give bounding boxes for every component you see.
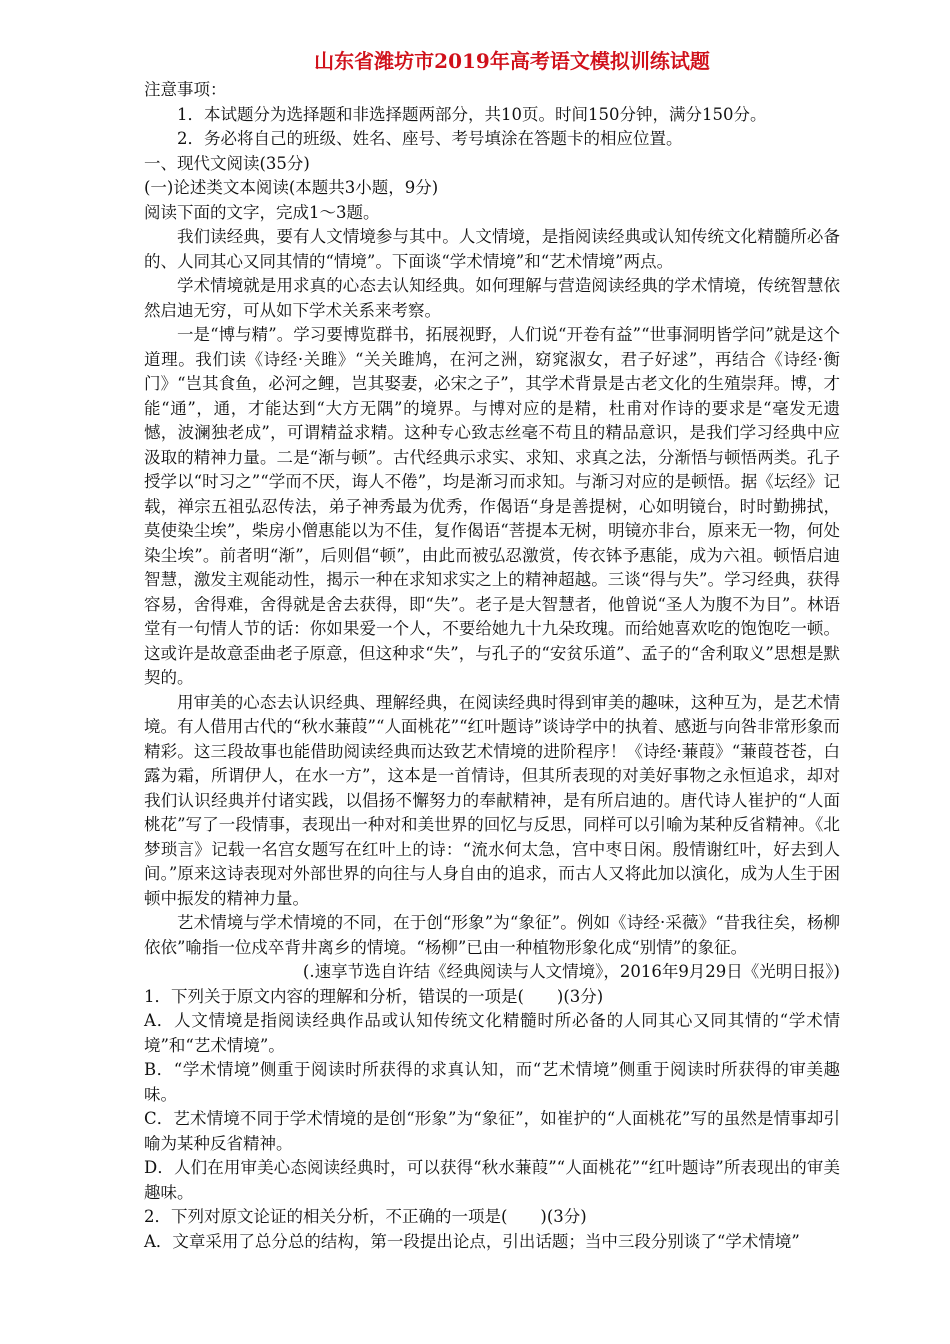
reading-instruction: 阅读下面的文字，完成1～3题。: [144, 202, 380, 222]
question-2-stem: 2．下列对原文论证的相关分析，不正确的一项是( )(3分): [144, 1207, 587, 1226]
passage-source: (.速享节选自许结《经典阅读与人文情境》，2016年9月29日《光明日报》): [302, 962, 840, 981]
passage-paragraph-1: 我们读经典，要有人文情境参与其中。人文情境，是指阅读经典或认知传统文化精髓所必备的、人同其心又同其情的“情境”。下面谈“学术情境”和“艺术情境”两点。: [144, 227, 840, 271]
notice-item-1: 1．本试题分为选择题和非选择题两部分，共10页。时间150分钟，满分150分。: [177, 104, 767, 124]
question-1-option-c: C．艺术情境不同于学术情境的是创“形象”为“象征”，如崔护的“人面桃花”写的虽然是情事却引喻为某种反省精神。: [144, 1109, 840, 1153]
passage-paragraph-2: 学术情境就是用求真的心态去认知经典。如何理解与营造阅读经典的学术情境，传统智慧依然启迪无穷，可从如下学术关系来考察。: [144, 276, 840, 320]
question-1-option-a: A．人文情境是指阅读经典作品或认知传统文化精髓时所必备的人同其心又同其情的“学术情境”和“艺术情境”。: [144, 1011, 840, 1055]
notice-heading: 注意事项：: [144, 80, 227, 99]
section-heading: 一、现代文阅读(35分): [144, 153, 310, 173]
passage-paragraph-4: 用审美的心态去认识经典、理解经典，在阅读经典时得到审美的趣味，这种互为，是艺术情境。有人借用古代的“秋水蒹葭”“人面桃花”“红叶题诗”谈诗学中的执着、感逝与向咎非常形象而精彩。这三段故事也能借助阅读经典而达致艺术情境的进阶程序！《诗经·蒹葭》“蒹葭苍苍，白露为霜，所谓伊人，在水一方”，这本是一首情诗，但其所表现的对美好事物之永恒追求，却对我们认识经典并付诸实践，以倡扬不懈努力的奉献精神，是有所启迪的。唐代诗人崔护的“人面桃花”写了一段情事，表现出一种对和美世界的回忆与反思，同样可以引喻为某种反省精神。《北梦琐言》记载一名宫女题写在红叶上的诗：“流水何太急，宫中枣日闲。殷情谢红叶，好去到人间。”原来这诗表现对外部世界的向往与人身自由的追求，而古人又将此加以演化，成为人生于困顿中振发的精神力量。: [144, 692, 840, 908]
notice-item-2: 2．务必将自己的班级、姓名、座号、考号填涂在答题卡的相应位置。: [177, 129, 683, 148]
question-2-option-a: A．文章采用了总分总的结构，第一段提出论点，引出话题；当中三段分别谈了“学术情境”: [144, 1231, 800, 1251]
subsection-heading: (一)论述类文本阅读(本题共3小题，9分): [144, 178, 439, 197]
question-1-stem: 1．下列关于原文内容的理解和分析，错误的一项是( )(3分): [144, 986, 604, 1006]
exam-title: 山东省潍坊市2019年高考语文模拟训练试题: [314, 49, 710, 73]
question-1-option-d: D．人们在用审美心态阅读经典时，可以获得“秋水蒹葭”“人面桃花”“红叶题诗”所表现出的审美趣味。: [144, 1158, 840, 1202]
question-1-option-b: B．“学术情境”侧重于阅读时所获得的求真认知，而“艺术情境”侧重于阅读时所获得的审美趣味。: [144, 1060, 840, 1104]
passage-paragraph-5: 艺术情境与学术情境的不同，在于创“形象”为“象征”。例如《诗经·采薇》“昔我往矣，杨柳依依”喻指一位戍卒背井离乡的情境。“杨柳”已由一种植物形象化成“别情”的象征。: [144, 913, 840, 957]
passage-paragraph-3: 一是“博与精”。学习要博览群书，拓展视野，人们说“开卷有益”“世事洞明皆学问”就是这个道理。我们读《诗经·关雎》“关关雎鸠，在河之洲，窈窕淑女，君子好逑”，再结合《诗经·衡门》“岂其食鱼，必河之鲤，岂其娶妻，必宋之子”，其学术背景是古老文化的生殖崇拜。博，才能“通”，通，才能达到“大方无隅”的境界。与博对应的是精，杜甫对作诗的要求是“毫发无遗憾，波澜独老成”，可谓精益求精。这种专心致志丝毫不苟且的精品意识，是我们学习经典中应汲取的精神力量。二是“渐与顿”。古代经典示求实、求知、求真之法，分渐悟与顿悟两类。孔子授学以“时习之”“学而不厌，诲人不倦”，均是渐习而求知。与渐习对应的是顿悟。据《坛经》记载，禅宗五祖弘忍传法，弟子神秀最为优秀，作偈语“身是善提树，心如明镜台，时时勤拂拭，莫使染尘埃”，柴房小僧惠能以为不佳，复作偈语“菩提本无树，明镜亦非台，原来无一物，何处染尘埃”。前者明“渐”，后则倡“顿”，由此而被弘忍激赏，传衣钵予惠能，成为六祖。顿悟启迪智慧，激发主观能动性，揭示一种在求知求实之上的精神超越。三谈“得与失”。学习经典，获得容易，舍得难，舍得就是舍去获得，即“失”。老子是大智慧者，他曾说“圣人为腹不为目”。林语堂有一句情人节的话：你如果爱一个人，不要给她九十九朵玫瑰。而给她喜欢吃的饱饱吃一顿。这或许是故意歪曲老子原意，但这种求“失”，与孔子的“安贫乐道”、孟子的“舍利取义”思想是默契的。: [144, 325, 840, 687]
